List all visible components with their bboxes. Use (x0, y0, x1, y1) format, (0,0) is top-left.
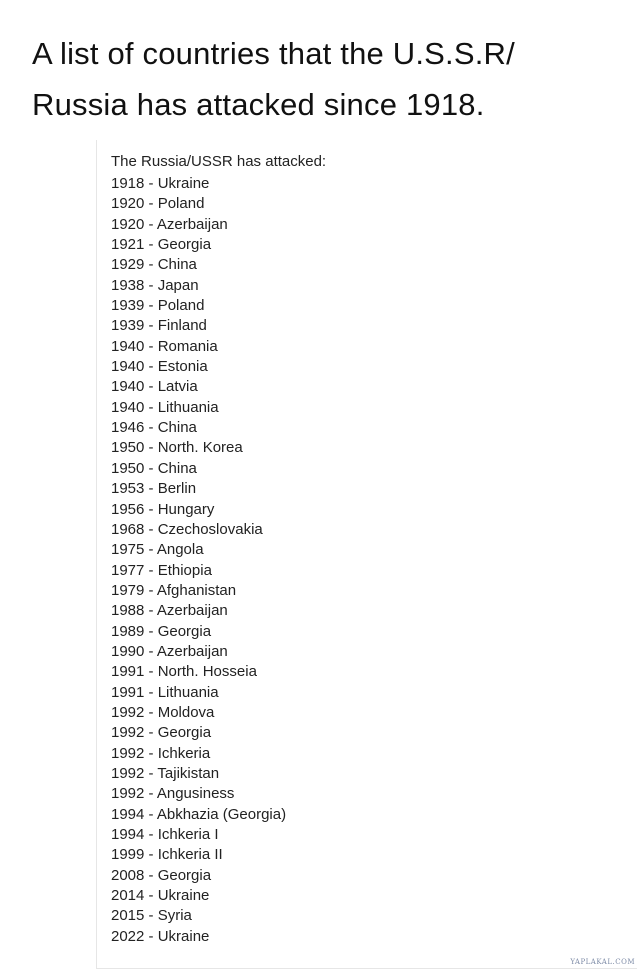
list-item: 1950 - China (111, 459, 197, 477)
list-item: 2015 - Syria (111, 907, 192, 925)
list-item: 1940 - Lithuania (111, 398, 219, 416)
list-item: 2008 - Georgia (111, 866, 212, 884)
list-header: The Russia/USSR has attacked: (111, 153, 327, 170)
list-item: 1991 - Lithuania (111, 683, 219, 701)
list-item: 1975 - Angola (111, 541, 204, 559)
list-item: 1939 - Finland (111, 317, 207, 335)
list-item: 1990 - Azerbaijan (111, 642, 228, 660)
list-item: 1921 - Georgia (111, 236, 212, 254)
list-item: 1979 - Afghanistan (111, 581, 237, 599)
list-item: 1950 - North. Korea (111, 439, 243, 457)
list-item: 1940 - Estonia (111, 358, 208, 376)
list-item: 1977 - Ethiopia (111, 561, 212, 579)
list-item: 1992 - Angusiness (111, 785, 235, 803)
list-item: 1940 - Romania (111, 337, 218, 355)
list-item: 1939 - Poland (111, 297, 205, 315)
list-item: 1940 - Latvia (111, 378, 198, 396)
list-item: 2014 - Ukraine (111, 887, 210, 905)
list-item: 1989 - Georgia (111, 622, 212, 640)
list-item: 1918 - Ukraine (111, 175, 210, 192)
list-item: 1999 - Ichkeria II (111, 846, 223, 864)
list-item: 1953 - Berlin (111, 480, 197, 498)
list-item: 1992 - Moldova (111, 703, 215, 721)
list-item: 1929 - China (111, 256, 197, 274)
list-item: 1968 - Czechoslovakia (111, 520, 263, 538)
list-item: 1992 - Ichkeria (111, 744, 211, 762)
tweet-text: A list of countries that the U.S.S.R/ Russia has attacked since 1918. (32, 36, 515, 122)
list-item: 1992 - Tajikistan (111, 764, 220, 782)
list-item: 1994 - Ichkeria I (111, 826, 219, 843)
list-item: 1992 - Georgia (111, 724, 212, 742)
list-item: 1946 - China (111, 419, 197, 437)
list-item: 1938 - Japan (111, 276, 199, 294)
list-item: 2022 - Ukraine (111, 927, 210, 945)
attack-list (111, 174, 286, 947)
attached-image[interactable] (96, 140, 637, 969)
list-item: 1920 - Azerbaijan (111, 215, 228, 233)
watermark: YAPLAKAL.COM (570, 958, 635, 966)
list-item: 1956 - Hungary (111, 500, 215, 518)
list-item: 1991 - North. Hosseia (111, 663, 257, 681)
list-item: 1920 - Poland (111, 195, 205, 213)
list-item: 1988 - Azerbaijan (111, 602, 228, 620)
list-item: 1994 - Abkhazia (Georgia) (111, 805, 287, 823)
